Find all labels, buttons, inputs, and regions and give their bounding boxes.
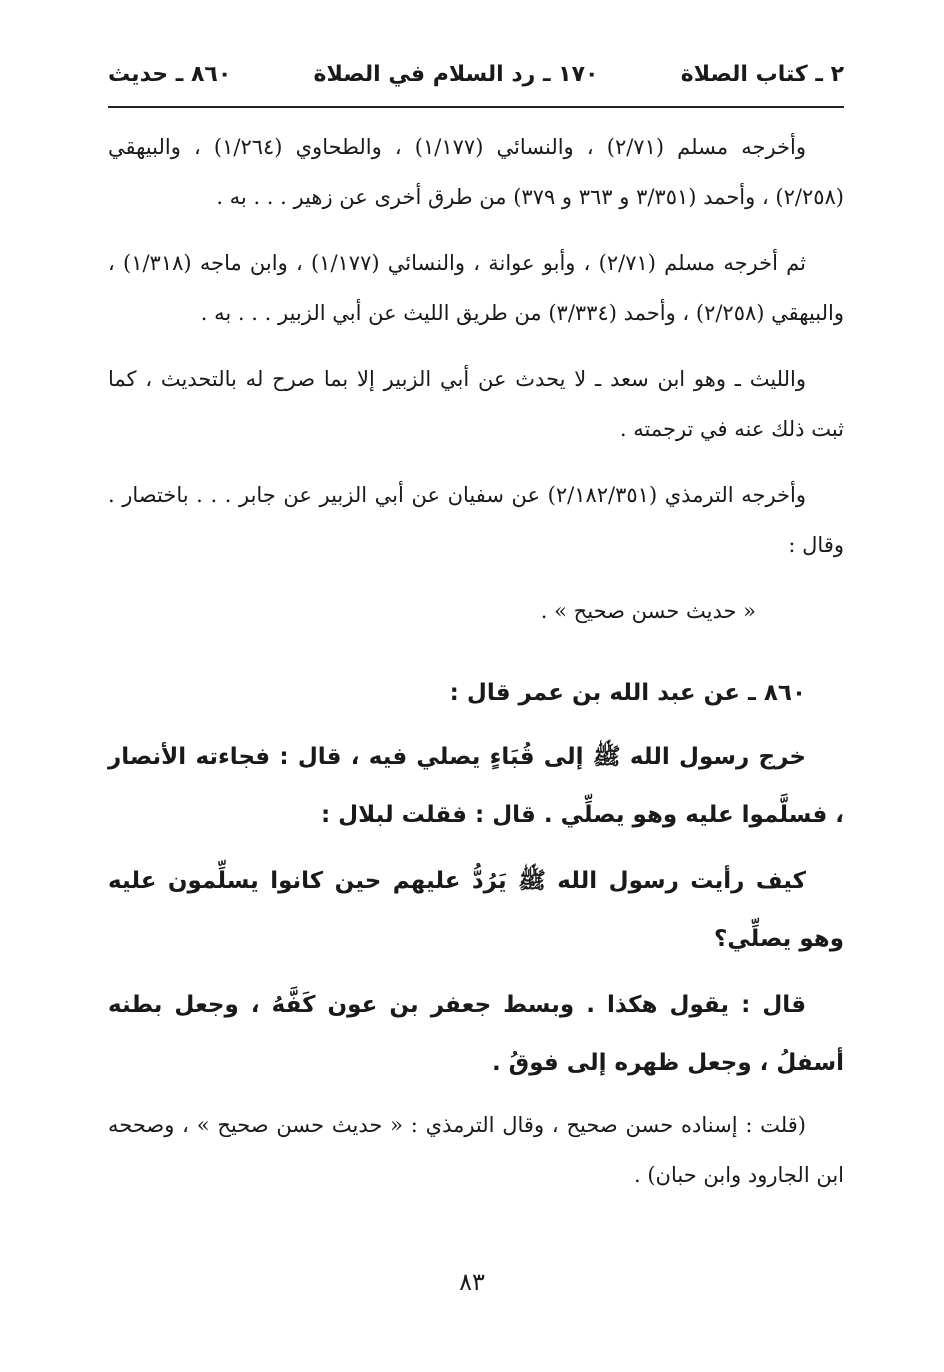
header-hadith-number: ٨٦٠ ـ حديث [108, 62, 232, 87]
hadith-heading: ٨٦٠ ـ عن عبد الله بن عمر قال : [449, 680, 806, 706]
takhrij-paragraph-3: والليث ـ وهو ابن سعد ـ لا يحدث عن أبي الزبير إلا بما صرح له بالتحديث ، كما ثبت ذلك عنه في ترجمته . [108, 367, 844, 441]
takhrij-paragraph-1: وأخرجه مسلم (٢/٧١) ، والنسائي (١/١٧٧) ، والطحاوي (١/٢٦٤) ، والبيهقي (٢/٢٥٨) ، وأحمد (٣/٣٥١ و ٣٦٣ و ٣٧٩) من طرق أخرى عن زهير . . . به . [108, 135, 844, 209]
header-chapter-title: ١٧٠ ـ رد السلام في الصلاة [313, 62, 599, 87]
page-number: ٨٣ [459, 1268, 485, 1296]
hadith-text-1: خرج رسول الله ﷺ إلى قُبَاءٍ يصلي فيه ، قال : فجاءته الأنصار ، فسلَّموا عليه وهو يصلِّي . قال : فقلت لبلال : [108, 744, 844, 828]
author-note: (قلت : إسناده حسن صحيح ، وقال الترمذي : « حديث حسن صحيح » ، وصححه ابن الجارود وابن حبان) . [108, 1113, 844, 1187]
running-header [108, 62, 844, 87]
hadith-text-2: كيف رأيت رسول الله ﷺ يَرُدُّ عليهم حين كانوا يسلِّمون عليه وهو يصلِّي؟ [108, 868, 844, 952]
tirmidhi-quote: « حديث حسن صحيح » . [540, 599, 756, 623]
takhrij-paragraph-2: ثم أخرجه مسلم (٢/٧١) ، وأبو عوانة ، والنسائي (١/١٧٧) ، وابن ماجه (١/٣١٨) ، والبيهقي (٢/٢٥٨) ، وأحمد (٣/٣٣٤) من طريق الليث عن أبي الزبير . . . به . [108, 251, 844, 325]
page-body [108, 122, 844, 1200]
header-book-title: ٢ ـ كتاب الصلاة [680, 62, 844, 87]
hadith-text-3: قال : يقول هكذا . وبسط جعفر بن عون كَفَّهُ ، وجعل بطنه أسفلُ ، وجعل ظهره إلى فوقُ . [108, 992, 844, 1076]
takhrij-paragraph-4: وأخرجه الترمذي (٢/١٨٢/٣٥١) عن سفيان عن أبي الزبير عن جابر . . . باختصار . وقال : [108, 483, 844, 557]
header-divider [108, 106, 844, 108]
